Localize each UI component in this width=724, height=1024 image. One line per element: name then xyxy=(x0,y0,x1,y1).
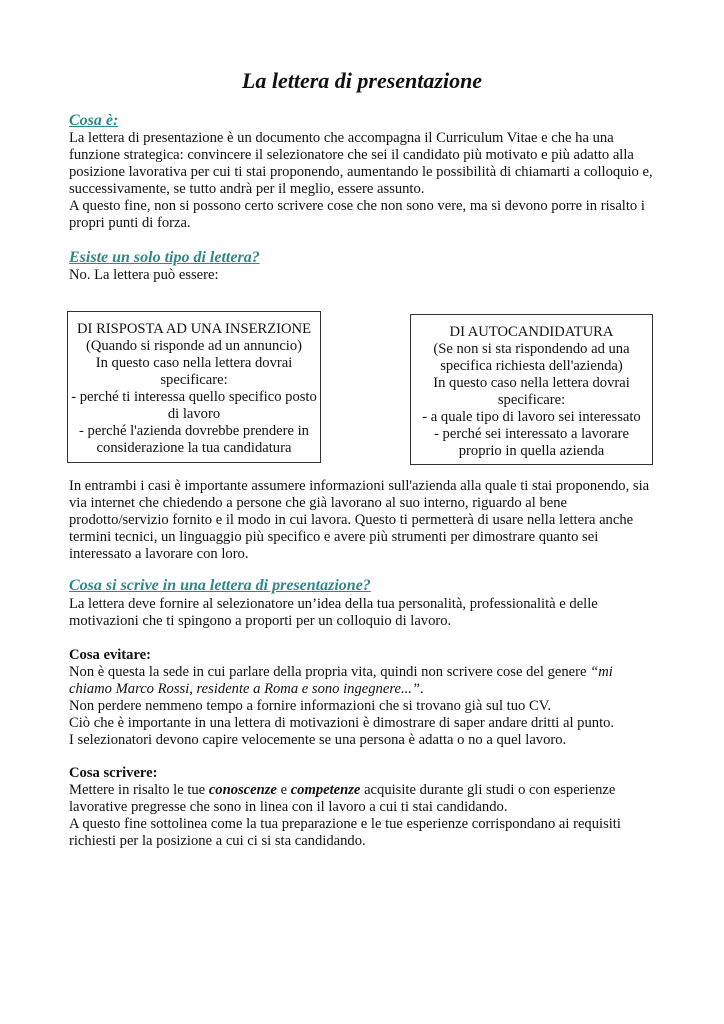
keyword-competenze: competenze xyxy=(290,782,361,798)
page-title: La lettera di presentazione xyxy=(241,68,483,93)
paragraph: In entrambi i casi è importante assumere informazioni sull'azienda alla quale ti stai proponendo, sia via internet che chiedendo a persone che già lavorano al suo interno, riguardo al bene prodotto/servizio fornito e il modo in cui lavora. Questo ti permetterà di usare nella lettera anche termini tecnici, un linguaggio più specifico e avere più strumenti per dimostrare quanto sei interessato a lavorare con loro. xyxy=(69,478,650,562)
box-line: - a quale tipo di lavoro sei interessato xyxy=(422,409,641,425)
box-line: In questo caso nella lettera dovrai specificare: xyxy=(95,355,293,388)
paragraph: La lettera deve fornire al selezionatore un’idea della tua personalità, professionalità e delle motivazioni che ti spingono a proporti per un colloquio di lavoro. xyxy=(69,596,598,629)
example-quote: “mi chiamo Marco Rossi, residente a Roma e sono ingegnere...” xyxy=(69,664,613,697)
section-heading-cosa-e: Cosa è: xyxy=(69,112,119,129)
paragraph: I selezionatori devono capire velocemente se una persona è adatta o no a quel lavoro. xyxy=(69,732,567,748)
section-heading-tipi-lettera: Esiste un solo tipo di lettera? xyxy=(69,249,260,266)
section-heading-cosa-si-scrive: Cosa si scrive in una lettera di presentazione? xyxy=(69,577,371,594)
subheading-cosa-evitare: Cosa evitare: xyxy=(69,647,151,663)
paragraph xyxy=(69,782,659,816)
box-line: DI AUTOCANDIDATURA xyxy=(449,324,614,340)
section-body-cosa-scrivere xyxy=(69,782,659,850)
box-autocandidatura xyxy=(410,314,653,465)
box-line: - perché l'azienda dovrebbe prendere in considerazione la tua candidatura xyxy=(79,423,309,456)
box-line: In questo caso nella lettera dovrai specificare: xyxy=(433,375,630,408)
paragraph xyxy=(69,664,659,698)
paragraph: Non perdere nemmeno tempo a fornire informazioni che si trovano già sul tuo CV. xyxy=(69,698,552,714)
keyword-conoscenze: conoscenze xyxy=(208,782,277,798)
box-line: - perché sei interessato a lavorare proprio in quella azienda xyxy=(434,426,629,459)
box-risposta-inserzione xyxy=(67,311,321,463)
text-span: . xyxy=(420,681,424,697)
text-span: acquisite durante gli studi o con esperienze lavorative pregresse che sono in linea con il lavoro a cui ti stai candidando. xyxy=(69,782,616,815)
box-line: - perché ti interessa quello specifico posto di lavoro xyxy=(71,389,317,422)
paragraph: No. La lettera può essere: xyxy=(69,267,219,283)
box-line: (Quando si risponde ad un annuncio) xyxy=(85,338,303,354)
text-span: Non è questa la sede in cui parlare della propria vita, quindi non scrivere cose del genere xyxy=(69,664,591,680)
paragraph: A questo fine sottolinea come la tua preparazione e le tue esperienze corrispondano ai requisiti richiesti per la posizione a cui ci si sta candidando. xyxy=(69,816,621,849)
section-body-cosa-e xyxy=(69,130,659,232)
section-body-cosa-evitare xyxy=(69,664,659,749)
paragraph: Ciò che è importante in una lettera di motivazioni è dimostrare di saper andare dritti al punto. xyxy=(69,715,615,731)
text-span: e xyxy=(276,782,291,798)
subheading-cosa-scrivere: Cosa scrivere: xyxy=(69,765,158,781)
text-span: Mettere in risalto le tue xyxy=(69,782,209,798)
box-line: DI RISPOSTA AD UNA INSERZIONE xyxy=(77,321,311,337)
paragraph: A questo fine, non si possono certo scrivere cose che non sono vere, ma si devono porre in risalto i propri punti di forza. xyxy=(69,198,645,231)
paragraph: La lettera di presentazione è un documento che accompagna il Curriculum Vitae e che ha una funzione strategica: convincere il selezionatore che sei il candidato più motivato e più adatto alla posizione lavorativa per cui ti stai proponendo, aumentando le possibilità di chiamarti a colloquio e, successivamente, se tutto andrà per il meglio, essere assunto. xyxy=(69,130,653,197)
box-line: (Se non si sta rispondendo ad una specifica richiesta dell'azienda) xyxy=(433,341,630,374)
